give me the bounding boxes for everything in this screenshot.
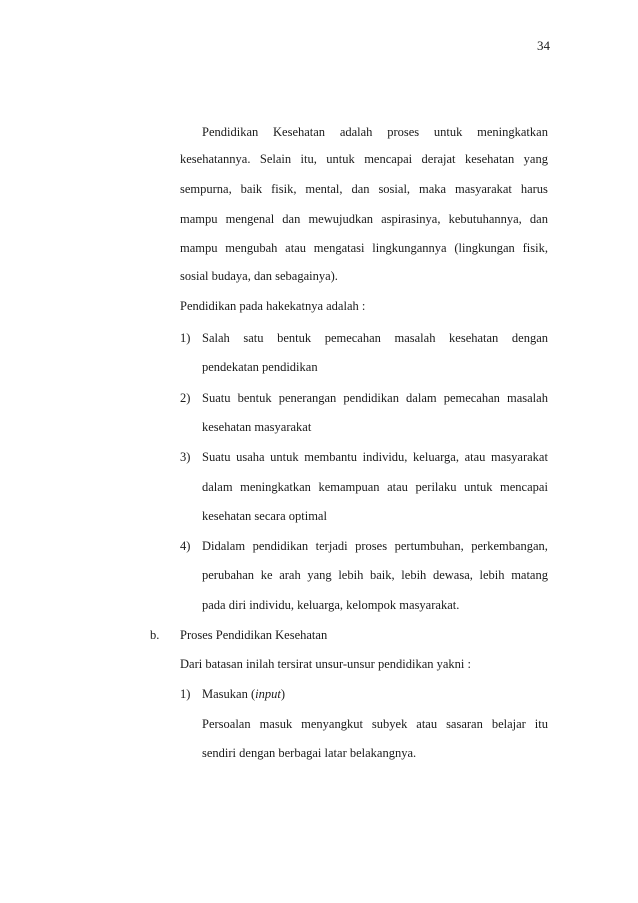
word: mewujudkan — [308, 212, 374, 226]
word: sasaran — [446, 717, 483, 731]
hakekat-heading: Pendidikan pada hakekatnya adalah : — [180, 299, 366, 313]
intro-line-6: sosial budaya, dan sebagainya). — [180, 269, 338, 283]
section-marker: b. — [150, 628, 160, 642]
word: Pendidikan — [202, 125, 259, 139]
word: kesehatannya. — [180, 152, 251, 166]
sub-item-label — [202, 686, 285, 702]
list-marker: 2) — [180, 391, 191, 405]
word: Selain — [259, 152, 292, 166]
list-item-line — [202, 567, 548, 583]
word: membantu — [304, 450, 358, 464]
word: lebih — [401, 568, 427, 582]
word: untuk — [326, 152, 355, 166]
word: meningkatkan — [240, 480, 311, 494]
intro-line-2 — [180, 151, 548, 167]
word: pemecahan — [443, 391, 500, 405]
word: masyarakat — [454, 182, 512, 196]
word: bentuk — [277, 331, 312, 345]
word: dan — [351, 182, 370, 196]
word: masalah — [507, 391, 548, 405]
word: masyarakat — [491, 450, 548, 464]
word: perkembangan, — [471, 539, 548, 553]
list-item-line — [202, 390, 548, 406]
sub-item-line: sendiri dengan berbagai latar belakangnya. — [202, 746, 417, 760]
word: untuk — [433, 125, 463, 139]
label-suffix: ) — [280, 687, 285, 701]
word: usaha — [236, 450, 265, 464]
section-intro: Dari batasan inilah tersirat unsur-unsur pendidikan yakni : — [180, 657, 471, 671]
word: dan — [529, 212, 548, 226]
list-item-line — [202, 479, 548, 495]
word: terjadi — [315, 539, 348, 553]
word: mampu — [180, 212, 218, 226]
word: dengan — [511, 331, 548, 345]
word: yang — [307, 568, 332, 582]
word: atau — [387, 480, 408, 494]
word: pemecahan — [324, 331, 381, 345]
word: aspirasinya, — [381, 212, 441, 226]
page-number: 34 — [537, 38, 550, 53]
list-item-line: pendekatan pendidikan — [202, 360, 318, 374]
word: kesehatan — [449, 331, 499, 345]
word: Suatu — [202, 450, 231, 464]
intro-line-1 — [202, 124, 548, 140]
label-prefix: Masukan ( — [202, 687, 256, 701]
list-marker: 3) — [180, 450, 191, 464]
word: penerangan — [278, 391, 337, 405]
word: mencapai — [364, 152, 413, 166]
word: pendidikan — [343, 391, 399, 405]
word: masuk — [259, 717, 293, 731]
word: sempurna, — [180, 182, 232, 196]
word: individu, — [362, 450, 408, 464]
word: kemampuan — [318, 480, 380, 494]
word: kebutuhannya, — [448, 212, 522, 226]
intro-line-4 — [180, 211, 548, 227]
word: arah — [279, 568, 301, 582]
word: atau — [464, 450, 486, 464]
word: baik, — [369, 568, 395, 582]
word: (lingkungan — [454, 241, 515, 255]
word: atau — [416, 717, 438, 731]
word: untuk — [464, 480, 493, 494]
word: meningkatkan — [477, 125, 548, 139]
word: proses — [387, 125, 420, 139]
word: proses — [355, 539, 388, 553]
word: matang — [511, 568, 548, 582]
word: bentuk — [237, 391, 272, 405]
word: subyek — [371, 717, 408, 731]
list-marker: 1) — [180, 687, 191, 701]
word: yang — [523, 152, 548, 166]
word: perubahan — [202, 568, 255, 582]
word: satu — [243, 331, 264, 345]
list-item-line — [202, 330, 548, 346]
section-title: Proses Pendidikan Kesehatan — [180, 628, 328, 642]
word: fisik, — [522, 241, 548, 255]
word: mengatasi — [313, 241, 365, 255]
word: mental, — [305, 182, 343, 196]
word: dan — [282, 212, 301, 226]
list-marker: 1) — [180, 331, 191, 345]
word: dewasa, — [432, 568, 473, 582]
list-item-line — [202, 538, 548, 554]
word: perilaku — [415, 480, 457, 494]
intro-line-5 — [180, 240, 548, 256]
word: belajar — [491, 717, 526, 731]
word: pertumbuhan, — [394, 539, 464, 553]
word: Salah — [202, 331, 230, 345]
word: fisik, — [271, 182, 297, 196]
word: ke — [260, 568, 273, 582]
label-italic: input — [255, 687, 281, 701]
word: pendidikan — [252, 539, 309, 553]
word: kesehatan — [464, 152, 515, 166]
word: mampu — [180, 241, 218, 255]
intro-line-3 — [180, 181, 548, 197]
list-marker: 4) — [180, 539, 191, 553]
list-item-line: pada diri individu, keluarga, kelompok masyarakat. — [202, 598, 460, 612]
word: harus — [520, 182, 548, 196]
sub-item-line — [202, 716, 548, 732]
list-item-line: kesehatan secara optimal — [202, 509, 327, 523]
word: maka — [418, 182, 447, 196]
word: lebih — [479, 568, 505, 582]
list-item-line: kesehatan masyarakat — [202, 420, 312, 434]
word: keluarga, — [413, 450, 459, 464]
word: itu, — [300, 152, 317, 166]
word: untuk — [270, 450, 299, 464]
word: adalah — [339, 125, 373, 139]
word: mengenal — [225, 212, 275, 226]
word: Suatu — [202, 391, 231, 405]
word: sosial, — [378, 182, 411, 196]
word: menyangkut — [301, 717, 363, 731]
word: Persoalan — [202, 717, 251, 731]
list-item-line — [202, 449, 548, 465]
word: baik — [240, 182, 263, 196]
word: lingkungannya — [372, 241, 447, 255]
word: Kesehatan — [273, 125, 326, 139]
word: itu — [534, 717, 548, 731]
word: atau — [285, 241, 306, 255]
word: masalah — [394, 331, 436, 345]
word: derajat — [421, 152, 456, 166]
word: dalam — [202, 480, 233, 494]
word: mencapai — [500, 480, 548, 494]
word: mengubah — [225, 241, 278, 255]
word: lebih — [338, 568, 364, 582]
word: Didalam — [202, 539, 246, 553]
word: dalam — [406, 391, 437, 405]
